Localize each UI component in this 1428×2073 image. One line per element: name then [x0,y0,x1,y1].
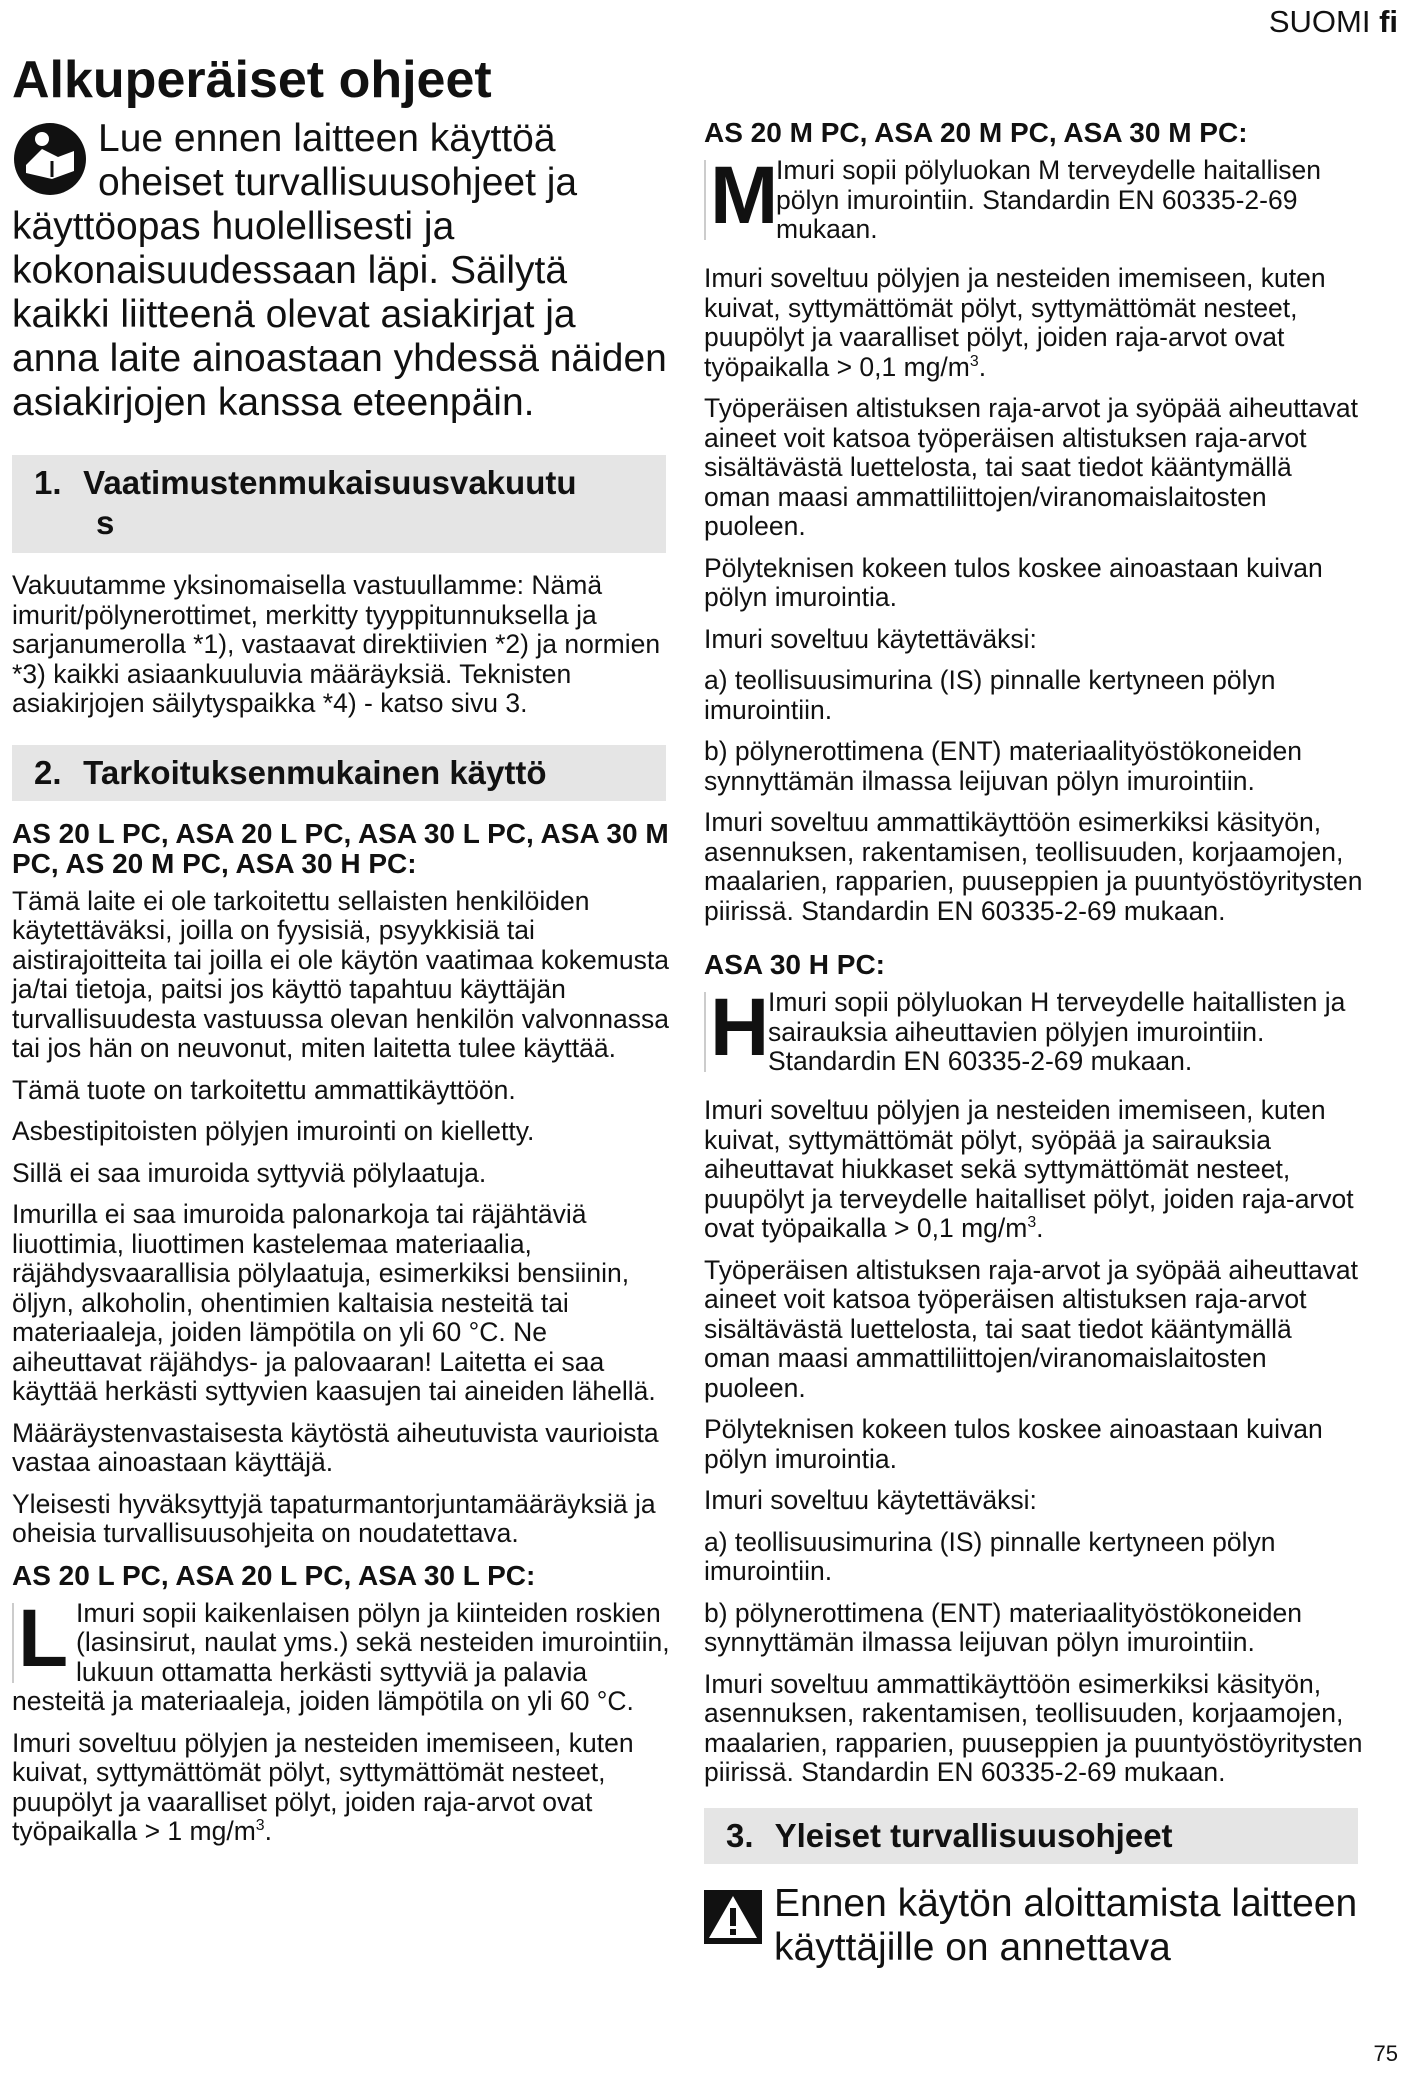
warning-icon [704,1890,762,1944]
l-class-suitability: Imuri soveltuu pölyjen ja nesteiden imemiseen, kuten kuivat, syttymättömät pölyt, syttymättömät nesteet, puupölyt ja vaaralliset pölyt, joiden raja-arvot ovat työpaikalla > 1 $mg/m^3$. [12,1727,634,1847]
l-class-models-heading: AS 20 L PC, ASA 20 L PC, ASA 30 L PC: [12,1559,536,1591]
page-language-header [1269,4,1398,40]
declaration-text: Vakuutamme yksinomaisella vastuullamme: Nämä imurit/pölynerottimet, merkitty tyyppitunnuksella ja sarjanumerolla *1), vastaavat direktiivien *2) ja normien *3) kaikki asiaankuuluvia määräyksiä. Teknisten asiakirjojen säilytyspaikka *4) - katso sivu 3. [12,570,661,719]
m-class-use-b: b) pölynerottimena (ENT) materiaalityöstökoneiden synnyttämän ilmassa leijuvan pölyn imurointiin. [704,736,1302,796]
m-class-block [704,150,1364,252]
section-number: 2. [34,753,62,791]
h-class-test: Pölyteknisen kokeen tulos koskee ainoastaan kuivan pölyn imurointia. [704,1414,1323,1474]
language-code: fi [1379,4,1398,39]
section-title: Yleiset turvallisuusohjeet [774,1816,1173,1854]
h-class-suitability: Imuri soveltuu pölyjen ja nesteiden imemiseen, kuten kuivat, syttymättömät pölyt, syöpää ja sairauksia aiheuttavat hiukkaset sekä syttymättömät nesteet, puupölyt ja terveydelle haitalliset pölyt, joiden raja-arvot ovat työpaikalla > 0,1 $mg/m^3$. [704,1095,1354,1243]
h-class-limits: Työperäisen altistuksen raja-arvot ja syöpää aiheuttavat aineet voit katsoa työperäisen altistuksen raja-arvot sisältävästä luettelosta, tai saat tiedot kääntymällä oman maasi ammattiliittojen/viranomaislaitosten puoleen. [704,1254,1359,1403]
m-class-suitability: Imuri soveltuu pölyjen ja nesteiden imemiseen, kuten kuivat, syttymättömät pölyt, syttymättömät nesteet, puupölyt ja vaaralliset pölyt, joiden raja-arvot ovat työpaikalla > 0,1 $mg/m^3$. [704,263,1326,382]
h-class-text: Imuri sopii pölyluokan H terveydelle haitallisten ja sairauksia aiheuttavien pölyjen imurointiin. Standardin EN 60335-2-69 mukaan. [768,987,1346,1076]
l-class-text: Imuri sopii kaikenlaisen pölyn ja kiinteiden roskien (lasinsirut, naulat yms.) sekä nesteiden imurointiin, lukuun ottamatta herkästi syttyviä ja palavia nesteitä ja materiaaleja, joiden lämpötila on yli 60 °C. [12,1597,670,1717]
models-all-heading: AS 20 L PC, ASA 20 L PC, ASA 30 L PC, ASA 30 M PC, AS 20 M PC, ASA 30 H PC: [12,817,669,879]
section-title: Vaatimustenmukaisuusvakuutu [83,464,577,502]
section-number: 3. [726,1816,754,1854]
paragraph: Yleisesti hyväksyttyjä tapaturmantorjuntamääräyksiä ja oheisia turvallisuusohjeita on noudatettava. [12,1488,656,1549]
language-name: SUOMI [1268,4,1371,39]
m-class-test: Pölyteknisen kokeen tulos koskee ainoastaan kuivan pölyn imurointia. [704,552,1323,612]
warning-block [704,1882,1364,1970]
m-class-use-intro: Imuri soveltuu käytettäväksi: [704,623,1037,654]
left-column [12,52,672,1859]
paragraph: Tämä laite ei ole tarkoitettu sellaisten henkilöiden käytettäväksi, joilla on fyysisiä, psyykkisiä tai aistirajoitteita tai joilla ei ole käytön vaatimaa kokemusta ja/tai tietoja, paitsi jos käyttö tapahtuu käyttäjän turvallisuudesta vastuussa olevan henkilön valvonnassa tai jos hän on neuvonut, miten laitetta tulee käyttää. [12,885,670,1064]
read-manual-icon [12,121,88,197]
paragraph: Määräystenvastaisesta käytöstä aiheutuvista vaurioista vastaa ainoastaan käyttäjä. [12,1417,659,1478]
intro-text: Lue ennen laitteen käyttöä oheiset turvallisuusohjeet ja käyttöopas huolellisesti ja kokonaisuudessaan läpi. Säilytä kaikki liitteenä olevat asiakirjat ja anna laite ainoastaan yhdessä näiden asiakirjojen kanssa eteenpäin. [12,117,667,425]
warning-text: Ennen käytön aloittamista laitteen käyttäjille on annettava [774,1881,1358,1969]
paragraph: Tämä tuote on tarkoitettu ammattikäyttöön. [12,1074,516,1105]
dust-class-h-icon: H [704,992,758,1072]
m-class-limits: Työperäisen altistuksen raja-arvot ja syöpää aiheuttavat aineet voit katsoa työperäisen altistuksen raja-arvot sisältävästä luettelosta, tai saat tiedot kääntymällä oman maasi ammattiliittojen/viranomaislaitosten puoleen. [704,393,1359,541]
intro-block [12,117,672,425]
section-title: Tarkoituksenmukainen käyttö [83,753,547,791]
m-class-text: Imuri sopii pölyluokan M terveydelle haitallisen pölyn imurointiin. Standardin EN 60335-2-69 mukaan. [776,155,1321,244]
h-class-professional: Imuri soveltuu ammattikäyttöön esimerkiksi käsityön, asennuksen, rakentamisen, teollisuuden, korjaamojen, maalarien, rapparien, puuseppien ja puuntyöstöyritysten piirissä. Standardin EN 60335-2-69 mukaan. [704,1668,1363,1787]
paragraph: Sillä ei saa imuroida syttyviä pölylaatuja. [12,1157,487,1188]
m-class-professional: Imuri soveltuu ammattikäyttöön esimerkiksi käsityön, asennuksen, rakentamisen, teollisuuden, korjaamojen, maalarien, rapparien, puuseppien ja puuntyöstöyritysten piirissä. Standardin EN 60335-2-69 mukaan. [704,807,1363,926]
h-class-block [704,982,1364,1084]
h-class-models-heading: ASA 30 H PC: [704,949,886,980]
h-class-use-intro: Imuri soveltuu käytettäväksi: [704,1485,1037,1515]
section-number: 1. [34,464,62,502]
m-class-use-a: a) teollisuusimurina (IS) pinnalle kertyneen pölyn imurointiin. [704,665,1276,725]
h-class-use-b: b) pölynerottimena (ENT) materiaalityöstökoneiden synnyttämän ilmassa leijuvan pölyn imurointiin. [704,1597,1302,1657]
dust-class-m-icon: M [704,160,766,240]
h-class-use-a: a) teollisuusimurina (IS) pinnalle kertyneen pölyn imurointiin. [704,1526,1276,1586]
m-class-models-heading: AS 20 M PC, ASA 20 M PC, ASA 30 M PC: [704,117,1248,148]
page-number: 75 [1373,2041,1398,2066]
dust-class-l-icon: L [12,1603,66,1683]
paragraph: Asbestipitoisten pölyjen imurointi on kielletty. [12,1116,535,1147]
section-2-heading [12,745,666,801]
page-title: Alkuperäiset ohjeet [12,51,492,109]
paragraph: Imurilla ei saa imuroida palonarkoja tai räjähtäviä liuottimia, liuottimen kastelemaa materiaalia, räjähdysvaarallisia pölylaatuja, esimerkiksi bensiinin, öljyn, alkoholin, ohentimien kaltaisia nesteitä tai materiaaleja, joiden lämpötila on yli 60 °C. Ne aiheuttavat räjähdys- ja palovaaran! Laitetta ei saa käyttää herkästi syttyvien kaasujen tai aineiden lähellä. [12,1199,656,1407]
right-column [704,118,1364,1970]
section-3-heading [704,1808,1358,1864]
section-title-continued: s [96,504,115,542]
section-1-heading [12,455,666,553]
l-class-block [12,1592,672,1717]
